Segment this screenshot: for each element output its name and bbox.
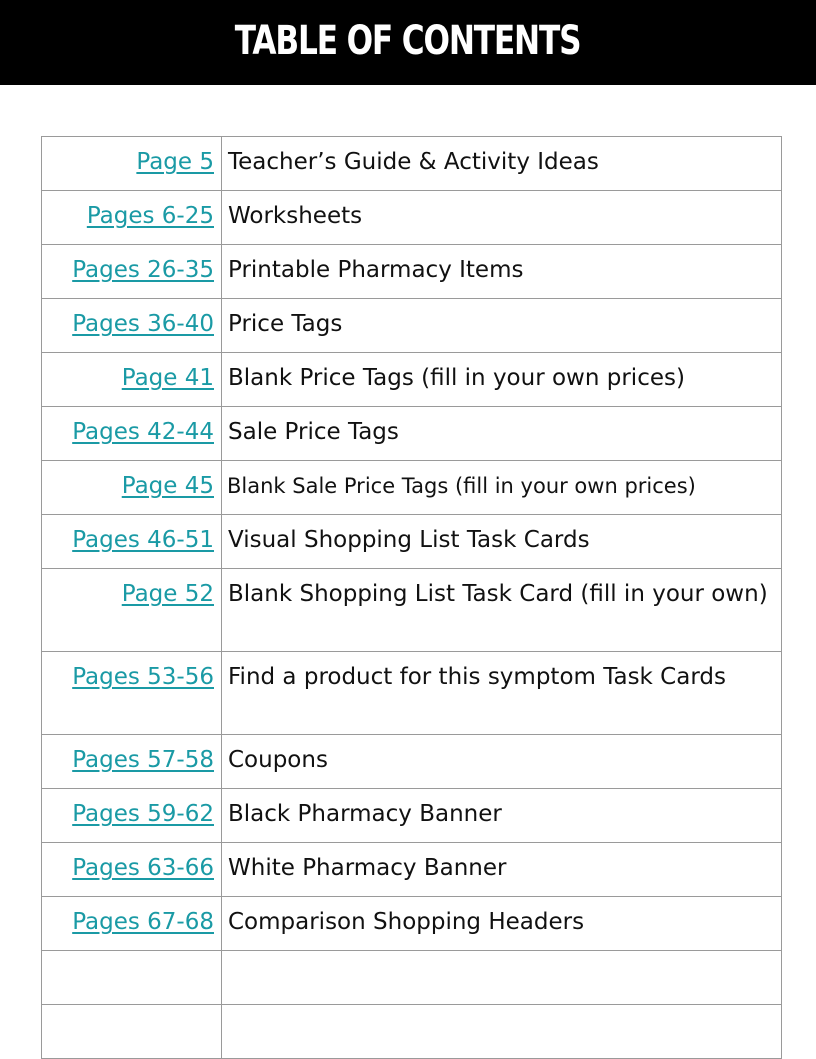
section-title: Blank Price Tags (fill in your own prices) — [222, 353, 782, 407]
empty-cell — [222, 1005, 782, 1059]
table-row — [42, 652, 782, 735]
table-row — [42, 353, 782, 407]
table-row — [42, 843, 782, 897]
table-row — [42, 789, 782, 843]
page-link[interactable]: Pages 53-56 — [72, 664, 214, 690]
page-link[interactable]: Pages 63-66 — [72, 855, 214, 881]
page-cell — [42, 735, 222, 789]
page-link[interactable]: Page 45 — [121, 473, 214, 499]
page-link[interactable]: Page 41 — [121, 365, 214, 391]
empty-cell — [222, 951, 782, 1005]
page-link[interactable]: Pages 57-58 — [72, 747, 214, 773]
empty-table-row — [42, 1005, 782, 1059]
section-title: Printable Pharmacy Items — [222, 245, 782, 299]
page-cell — [42, 843, 222, 897]
page-cell — [42, 652, 222, 735]
page-link[interactable]: Page 5 — [136, 149, 214, 175]
page-cell — [42, 515, 222, 569]
page-cell — [42, 137, 222, 191]
table-row — [42, 245, 782, 299]
section-title: Find a product for this symptom Task Cards — [222, 652, 782, 735]
table-row — [42, 191, 782, 245]
section-title: Sale Price Tags — [222, 407, 782, 461]
table-row — [42, 569, 782, 652]
page-link[interactable]: Pages 42-44 — [72, 419, 214, 445]
empty-cell — [42, 951, 222, 1005]
section-title: Black Pharmacy Banner — [222, 789, 782, 843]
table-row — [42, 461, 782, 515]
page-link[interactable]: Pages 59-62 — [72, 801, 214, 827]
table-of-contents — [41, 136, 782, 1059]
page-link[interactable]: Pages 67-68 — [72, 909, 214, 935]
page-link[interactable]: Pages 6-25 — [86, 203, 214, 229]
page-cell — [42, 897, 222, 951]
page-link[interactable]: Pages 46-51 — [72, 527, 214, 553]
section-title: Teacher’s Guide & Activity Ideas — [222, 137, 782, 191]
page-cell — [42, 789, 222, 843]
section-title: Price Tags — [222, 299, 782, 353]
section-title: Blank Sale Price Tags (fill in your own prices) — [222, 461, 782, 515]
page-cell — [42, 191, 222, 245]
page-link[interactable]: Pages 36-40 — [72, 311, 214, 337]
section-title: Blank Shopping List Task Card (fill in your own) — [222, 569, 782, 652]
empty-table-row — [42, 951, 782, 1005]
page-cell — [42, 245, 222, 299]
table-row — [42, 299, 782, 353]
page-link[interactable]: Pages 26-35 — [72, 257, 214, 283]
section-title: Coupons — [222, 735, 782, 789]
page-title: TABLE OF CONTENTS — [235, 17, 581, 64]
table-row — [42, 897, 782, 951]
section-title: Worksheets — [222, 191, 782, 245]
table-row — [42, 137, 782, 191]
table-row — [42, 515, 782, 569]
page-cell — [42, 353, 222, 407]
page-cell — [42, 299, 222, 353]
page-link[interactable]: Page 52 — [121, 581, 214, 607]
section-title: White Pharmacy Banner — [222, 843, 782, 897]
section-title: Visual Shopping List Task Cards — [222, 515, 782, 569]
page-cell — [42, 569, 222, 652]
section-title: Comparison Shopping Headers — [222, 897, 782, 951]
page-cell — [42, 461, 222, 515]
header-banner — [0, 0, 816, 85]
page-cell — [42, 407, 222, 461]
table-row — [42, 735, 782, 789]
empty-cell — [42, 1005, 222, 1059]
table-row — [42, 407, 782, 461]
